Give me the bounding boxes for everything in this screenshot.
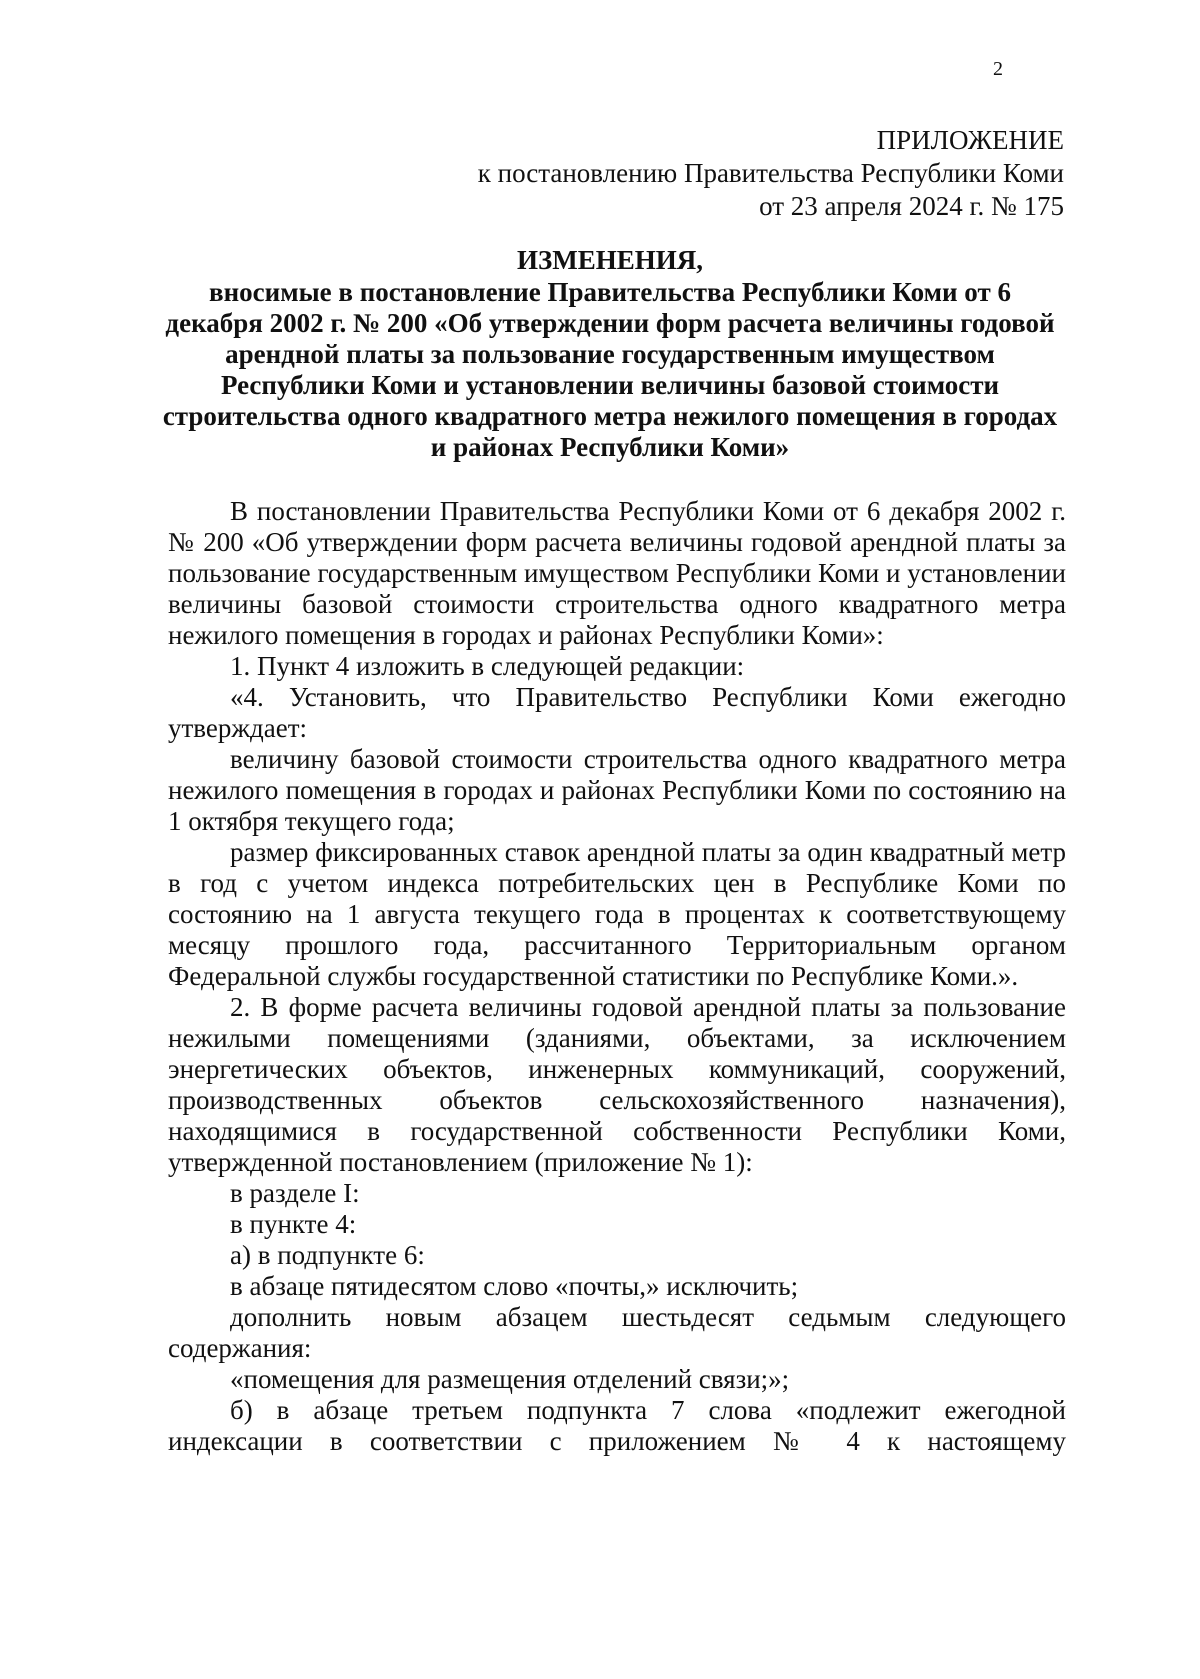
- appendix-label: ПРИЛОЖЕНИЕ: [876, 125, 1064, 155]
- appendix-line-date: от 23 апреля 2024 г. № 175: [759, 191, 1064, 221]
- appendix-line-resolution: к постановлению Правительства Республики Коми: [477, 158, 1064, 188]
- document-title: [160, 244, 1060, 463]
- title-heading: ИЗМЕНЕНИЯ,: [516, 245, 703, 275]
- paragraph-add-new: дополнить новым абзацем шестьдесят седьмым следующего содержания:: [168, 1302, 1066, 1363]
- paragraph-subpoint-a: а) в подпункте 6:: [230, 1240, 425, 1270]
- paragraph-item-1: 1. Пункт 4 изложить в следующей редакции:: [230, 651, 745, 681]
- appendix-header: [478, 124, 1064, 223]
- page-number: 2: [993, 58, 1003, 80]
- paragraph-new-content: «помещения для размещения отделений связи;»;: [230, 1364, 790, 1394]
- paragraph-base-cost: величину базовой стоимости строительства одного квадратного метра нежилого помещения в городах и районах Республики Коми по состоянию на 1 октября текущего года;: [168, 744, 1066, 836]
- paragraph-fixed-rates: размер фиксированных ставок арендной платы за один квадратный метр в год с учетом индекса потребительских цен в Республике Коми по состоянию на 1 августа текущего года в процентах к соответствующему месяцу прошлого года, рассчитанного Территориальным органом Федеральной службы государственной статистики по Республике Коми.».: [168, 837, 1066, 991]
- paragraph-section-1: в разделе I:: [230, 1178, 360, 1208]
- paragraph-intro: В постановлении Правительства Республики Коми от 6 декабря 2002 г. № 200 «Об утверждении форм расчета величины годовой арендной платы за пользование государственным имуществом Республики Коми и установлении величины базовой стоимости строительства одного квадратного метра нежилого помещения в городах и районах Республики Коми»:: [168, 496, 1066, 650]
- paragraph-point-4: в пункте 4:: [230, 1209, 357, 1239]
- paragraph-subpoint-b: б) в абзаце третьем подпункта 7 слова «подлежит ежегодной индексации в соответствии с приложением № 4 к настоящему: [168, 1395, 1066, 1456]
- title-subtitle: вносимые в постановление Правительства Республики Коми от 6 декабря 2002 г. № 200 «Об утверждении форм расчета величины годовой арендной платы за пользование государственным имуществом Республики Коми и установлении величины базовой стоимости строительства одного квадратного метра нежилого помещения в городах и районах Республики Коми»: [162, 277, 1058, 462]
- paragraph-fiftieth: в абзаце пятидесятом слово «почты,» исключить;: [230, 1271, 799, 1301]
- paragraph-item-4-quote: «4. Установить, что Правительство Республики Коми ежегодно утверждает:: [168, 682, 1066, 743]
- paragraph-item-2: 2. В форме расчета величины годовой арендной платы за пользование нежилыми помещениями (зданиями, объектами, за исключением энергетических объектов, инженерных коммуникаций, сооружений, производственных объектов сельскохозяйственного назначения), находящимися в государственной собственности Республики Коми, утвержденной постановлением (приложение № 1):: [168, 992, 1066, 1177]
- document-body: [168, 496, 1066, 1457]
